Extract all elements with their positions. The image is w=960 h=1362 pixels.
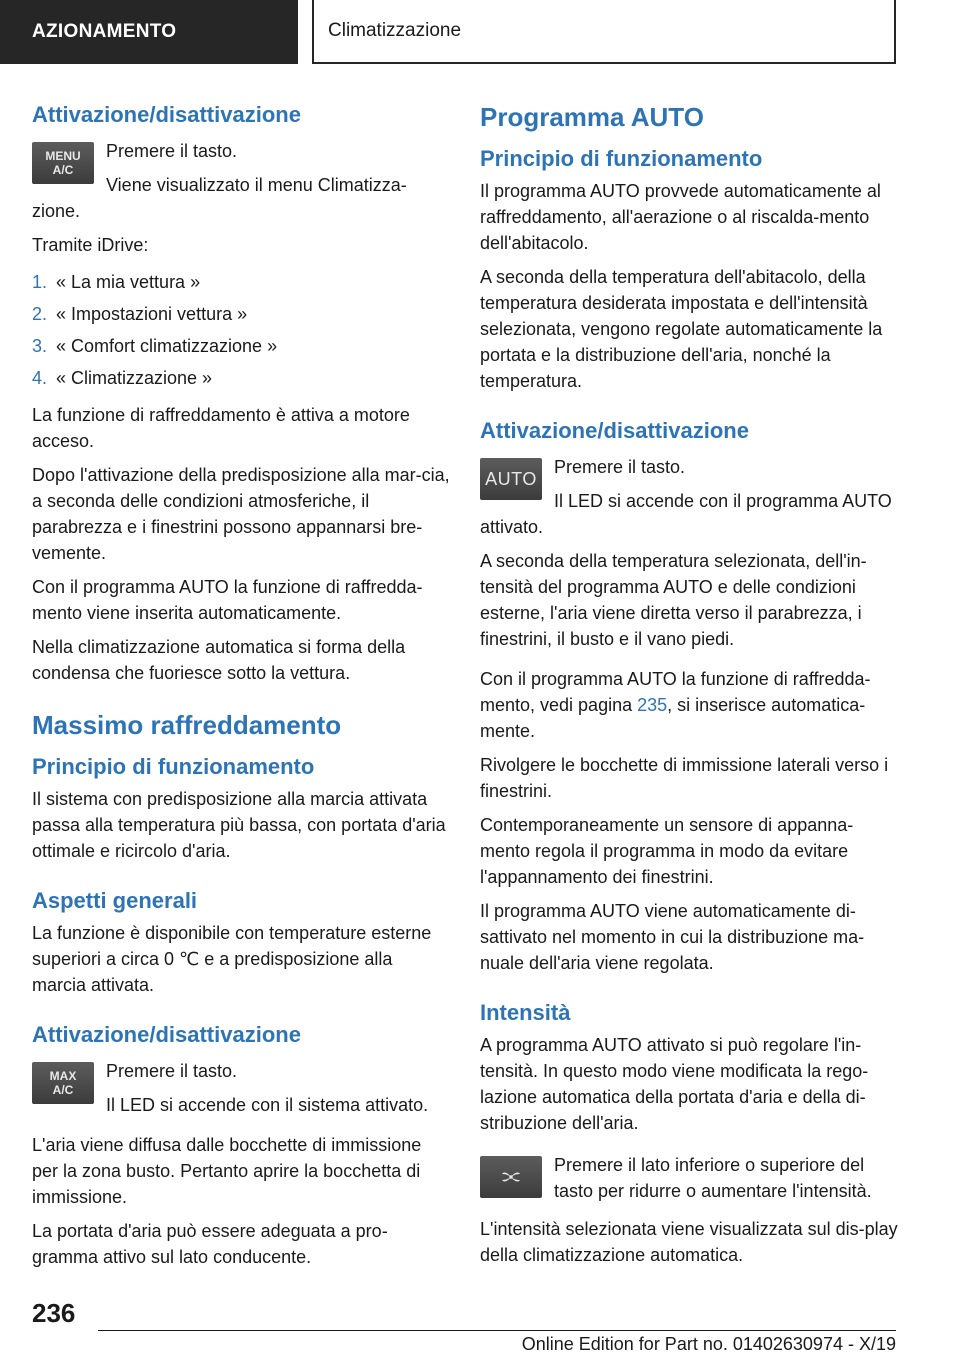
intensity-press-text: Premere il lato inferiore o superiore del tasto per ridurre o aumentare l'intensità. bbox=[554, 1155, 872, 1201]
step-number: 2. bbox=[32, 304, 48, 324]
footer-edition: Online Edition for Part no. 01402630974 - X/19 bbox=[521, 1334, 896, 1354]
max-activation-heading: Attivazione/disattivazione bbox=[32, 1022, 301, 1047]
auto-cooling-text: Con il programma AUTO la funzione di raffredda-mento viene inserita automaticamente. bbox=[32, 577, 423, 623]
step-text: « La mia vettura » bbox=[56, 272, 201, 292]
auto-direction-text: A seconda della temperatura selezionata, dell'in-tensità del programma AUTO e delle condizioni esterne, l'aria viene diretta verso il parabrezza, i finestrini, il busto e il vano piedi. bbox=[480, 551, 867, 649]
cooling-active-text: La funzione di raffreddamento è attiva a motore acceso. bbox=[32, 405, 410, 451]
activation-menu-text: Viene visualizzato il menu Climatizza-zione. bbox=[32, 175, 407, 221]
step-text: « Climatizzazione » bbox=[56, 368, 213, 388]
max-cooling-heading: Massimo raffreddamento bbox=[32, 710, 342, 740]
fogging-text: Dopo l'attivazione della predisposizione alla mar-cia, a seconda delle condizioni atmosferiche, il parabrezza e i finestrini possono appannarsi bre-vemente. bbox=[32, 465, 450, 563]
max-press-text: Premere il tasto. bbox=[106, 1061, 238, 1081]
step-number: 3. bbox=[32, 336, 48, 356]
auto-cooling-ref-after: , si inserisce automatica-mente. bbox=[480, 695, 866, 741]
menu-ac-button-line2: A/C bbox=[52, 163, 74, 177]
menu-ac-button-line1: MENU bbox=[45, 149, 81, 163]
auto-led-text: Il LED si accende con il programma AUTO attivato. bbox=[480, 491, 892, 537]
step-text: « Impostazioni vettura » bbox=[56, 304, 248, 324]
activation-press-text: Premere il tasto. bbox=[106, 141, 238, 161]
intensity-heading: Intensità bbox=[480, 1000, 571, 1025]
step-number: 4. bbox=[32, 368, 48, 388]
footer-divider bbox=[98, 1330, 896, 1331]
max-ac-button-line2: A/C bbox=[52, 1083, 74, 1097]
header-chapter-label: Climatizzazione bbox=[328, 20, 462, 41]
header-section-label: AZIONAMENTO bbox=[32, 21, 177, 42]
max-air-text: L'aria viene diffusa dalle bocchette di immissione per la zona busto. Pertanto aprire la bocchetta di immissione. bbox=[32, 1135, 422, 1207]
intensity-row bbox=[480, 1152, 898, 1212]
auto-activation-heading: Attivazione/disattivazione bbox=[480, 418, 749, 443]
step-text: « Comfort climatizzazione » bbox=[56, 336, 278, 356]
auto-cooling-ref-text bbox=[480, 666, 898, 744]
menu-ac-button-icon bbox=[32, 142, 94, 184]
list-item bbox=[32, 266, 450, 298]
max-ac-button-line1: MAX bbox=[49, 1069, 77, 1083]
menu-ac-row bbox=[32, 138, 450, 232]
max-principle-heading: Principio di funzionamento bbox=[32, 754, 315, 779]
max-principle-text: Il sistema con predisposizione alla marcia attivata passa alla temperatura più bassa, con portata d'aria ottimale e ricircolo d'aria. bbox=[32, 789, 446, 861]
max-driver-text: La portata d'aria può essere adeguata a pro-gramma attivo sul lato conducente. bbox=[32, 1221, 388, 1267]
left-column bbox=[32, 100, 450, 1278]
vents-text: Rivolgere le bocchette di immissione laterali verso i finestrini. bbox=[480, 755, 889, 801]
list-item bbox=[32, 362, 450, 394]
auto-press-text: Premere il tasto. bbox=[554, 457, 686, 477]
condensation-text: Nella climatizzazione automatica si forma della condensa che fuoriesce sotto la vettura. bbox=[32, 637, 406, 683]
header-section-tab bbox=[0, 0, 298, 64]
max-ac-row bbox=[32, 1058, 450, 1126]
auto-button-label: AUTO bbox=[485, 469, 537, 489]
max-led-text: Il LED si accende con il sistema attivato. bbox=[106, 1095, 429, 1115]
auto-principle-text: Il programma AUTO provvede automaticamente al raffreddamento, all'aerazione o al riscalda-mento dell'abitacolo. bbox=[480, 181, 881, 253]
list-item bbox=[32, 298, 450, 330]
page-number: 236 bbox=[32, 1298, 76, 1328]
fog-sensor-text: Contemporaneamente un sensore di appanna-mento regola il programma in modo da evitare l'appannamento dei finestrini. bbox=[480, 815, 854, 887]
fan-intensity-icon bbox=[480, 1156, 542, 1198]
intensity-text: A programma AUTO attivato si può regolare l'in-tensità. In questo modo viene modificata la rego-lazione automatica della portata d'aria e della di-stribuzione dell'aria. bbox=[480, 1035, 869, 1133]
general-heading: Aspetti generali bbox=[32, 888, 198, 913]
auto-regulation-text: A seconda della temperatura dell'abitacolo, della temperatura desiderata impostata e dell'intensità selezionata, vengono regolate automaticamente la portata e la distribuzione dell'aria, nonché la temperatura. bbox=[480, 267, 883, 391]
auto-deactivate-text: Il programma AUTO viene automaticamente di-sattivato nel momento in cui la distribuzione ma-nuale dell'aria viene regolata. bbox=[480, 901, 865, 973]
auto-cooling-ref-before: Con il programma AUTO la funzione di raffredda-mento, vedi pagina bbox=[480, 669, 871, 715]
auto-row bbox=[480, 454, 898, 548]
max-ac-button-icon bbox=[32, 1062, 94, 1104]
general-text: La funzione è disponibile con temperature esterne superiori a circa 0 ℃ e a predisposizione alla marcia attivata. bbox=[32, 923, 432, 995]
list-item bbox=[32, 330, 450, 362]
activation-heading: Attivazione/disattivazione bbox=[32, 102, 301, 127]
auto-principle-heading: Principio di funzionamento bbox=[480, 146, 763, 171]
right-column bbox=[480, 100, 898, 1276]
page-235-link[interactable]: 235 bbox=[637, 695, 668, 715]
auto-program-heading: Programma AUTO bbox=[480, 102, 704, 132]
idrive-intro: Tramite iDrive: bbox=[32, 235, 149, 255]
step-number: 1. bbox=[32, 272, 48, 292]
idrive-steps bbox=[32, 266, 450, 394]
auto-button-icon bbox=[480, 458, 542, 500]
intensity-display-text: L'intensità selezionata viene visualizzata sul dis-play della climatizzazione automatica. bbox=[480, 1219, 898, 1265]
header-chapter-tab bbox=[312, 0, 896, 64]
